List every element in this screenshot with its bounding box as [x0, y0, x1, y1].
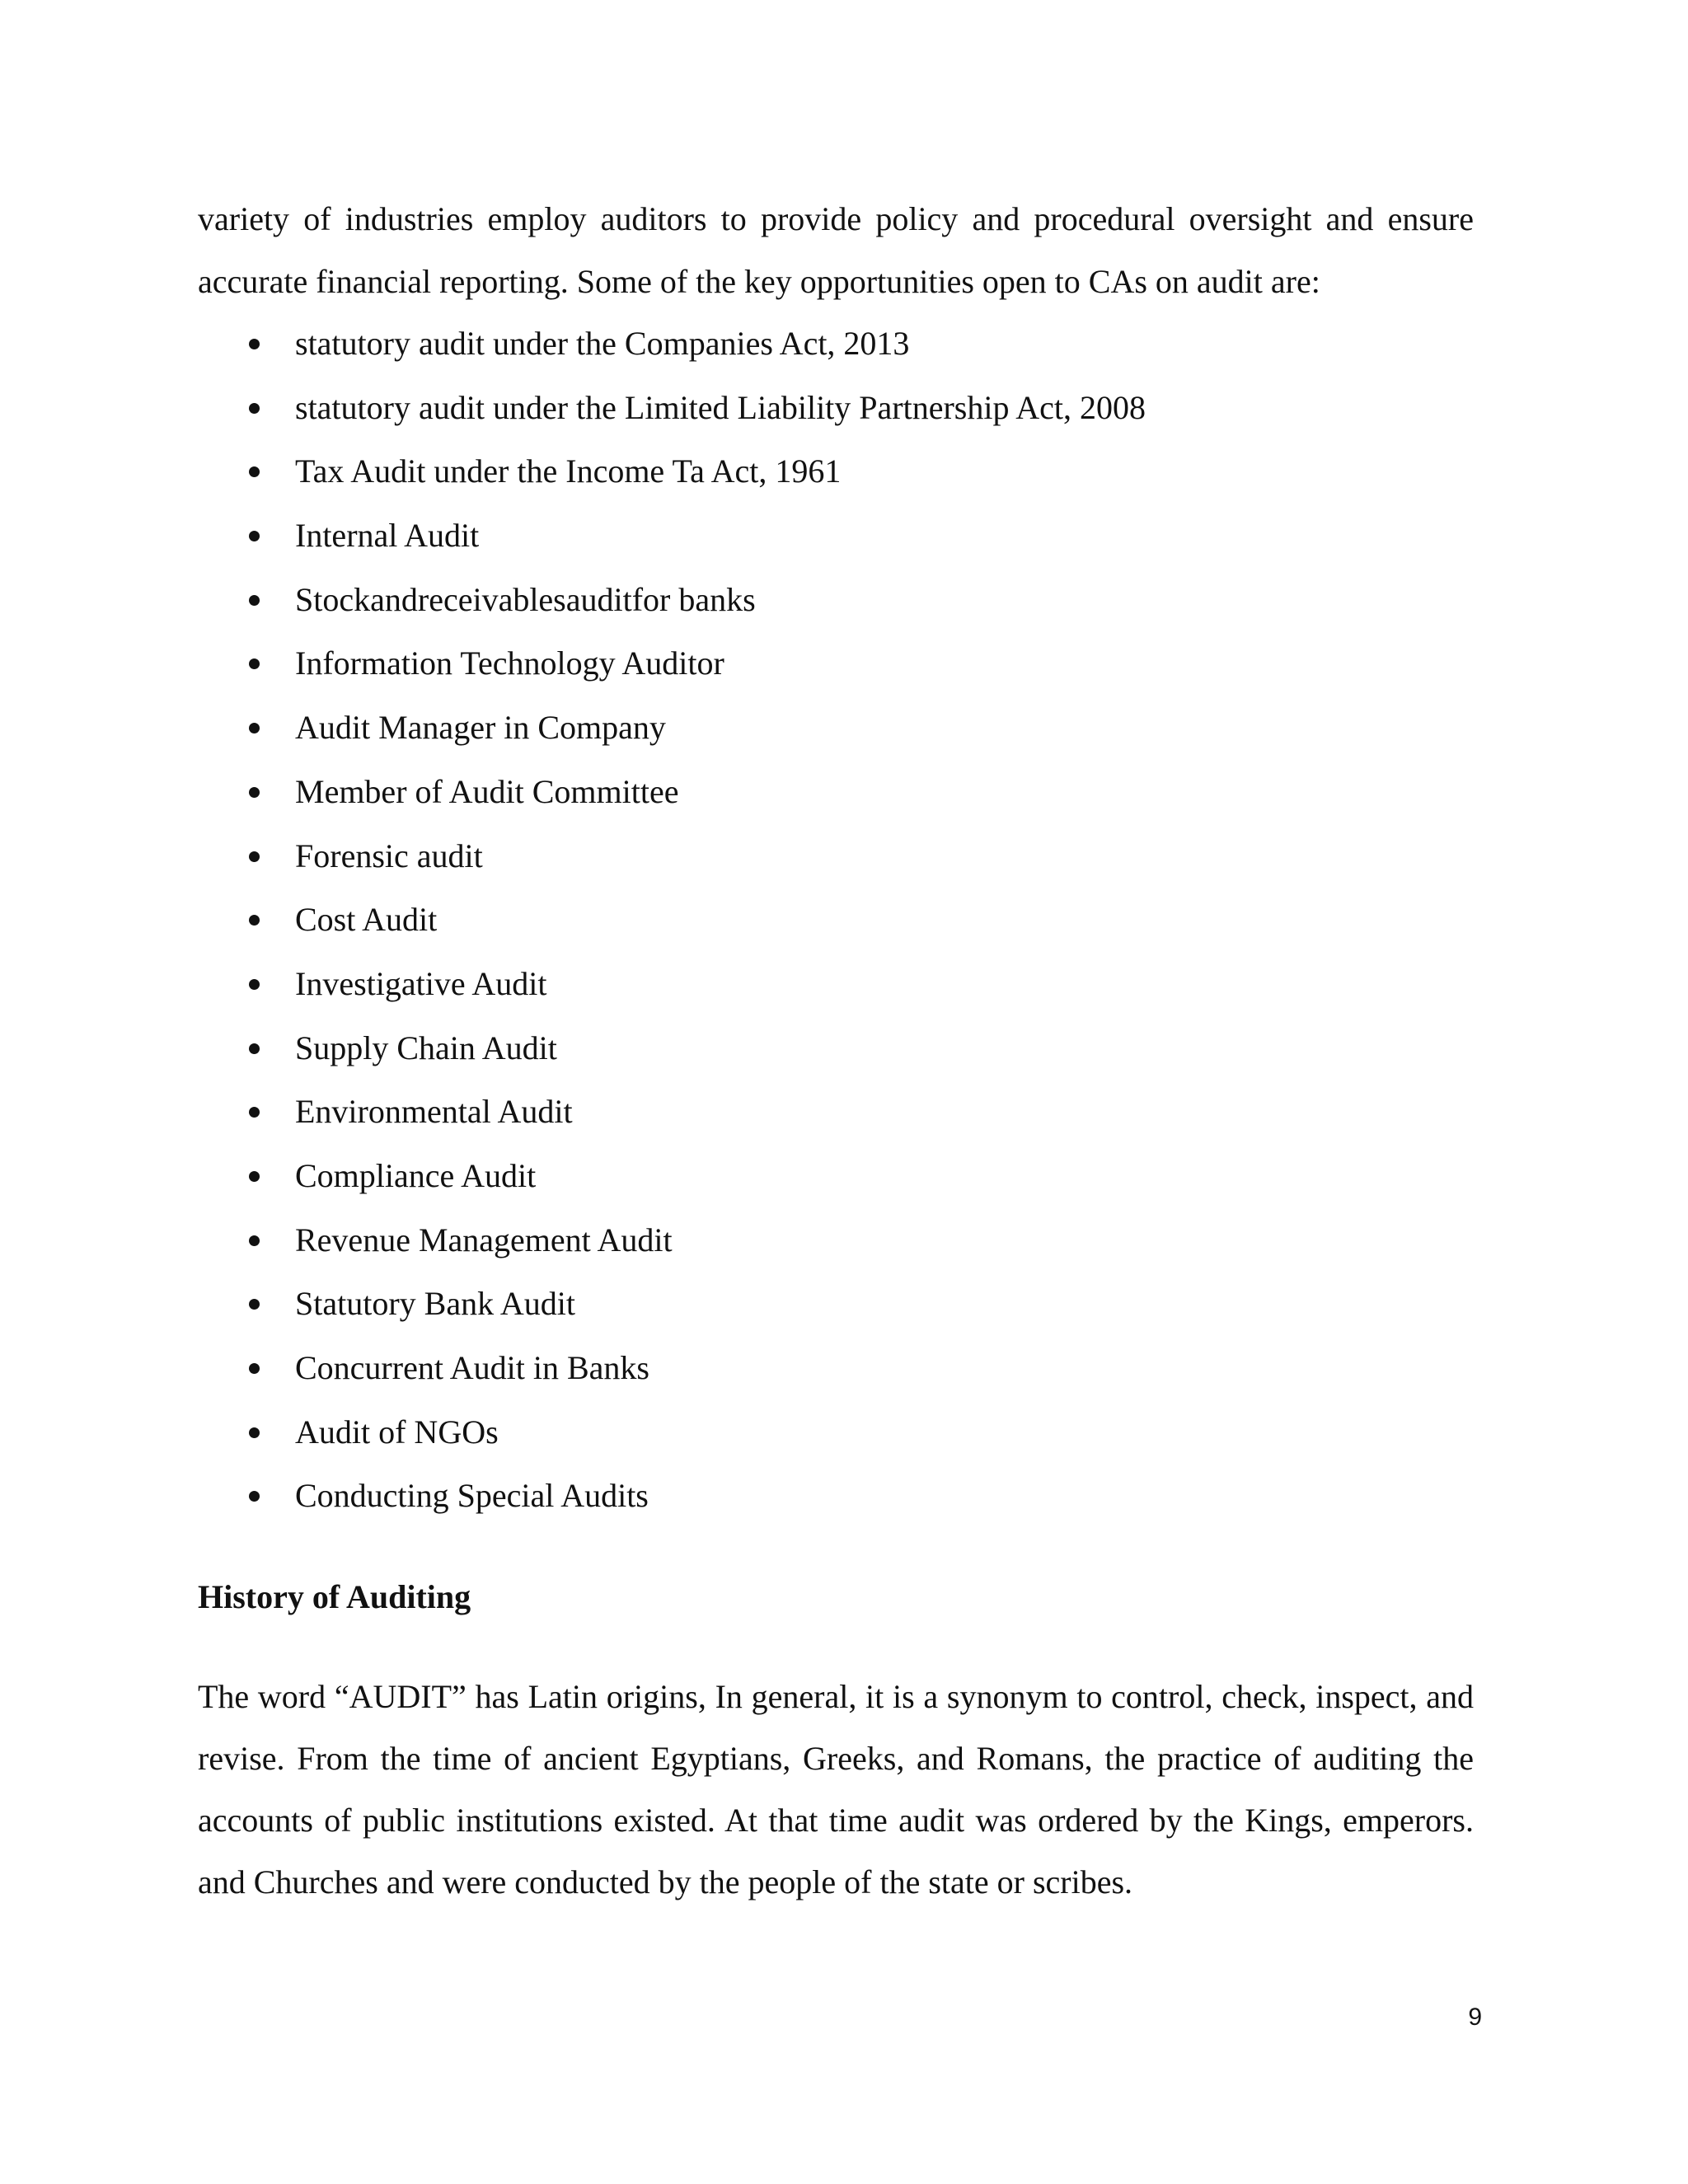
list-item — [198, 504, 1474, 568]
list-item-text: Supply Chain Audit — [295, 1029, 557, 1066]
list-item-text: Information Technology Auditor — [295, 644, 724, 682]
list-item-text: Concurrent Audit in Banks — [295, 1349, 649, 1386]
list-item — [198, 1336, 1474, 1400]
bullet-icon — [249, 466, 260, 477]
bullet-icon — [249, 1491, 260, 1502]
section-heading: History of Auditing — [198, 1578, 471, 1615]
list-item-text: statutory audit under the Limited Liability Partnership Act, 2008 — [295, 388, 1146, 426]
list-item — [198, 312, 1474, 376]
list-item-text: Revenue Management Audit — [295, 1221, 673, 1258]
list-item-text: Member of Audit Committee — [295, 772, 679, 810]
bullet-icon — [249, 1107, 260, 1118]
list-item-text: Cost Audit — [295, 901, 438, 939]
bullet-icon — [249, 1299, 260, 1310]
list-item-text: Investigative Audit — [295, 964, 547, 1002]
bullet-icon — [249, 915, 260, 926]
list-item-text: Tax Audit under the Income Ta Act, 1961 — [295, 452, 842, 490]
bullet-icon — [249, 979, 260, 990]
page-number: 9 — [1468, 2004, 1482, 2031]
bullet-icon — [249, 658, 260, 669]
bullet-icon — [249, 1363, 260, 1374]
list-item — [198, 568, 1474, 632]
list-item — [198, 439, 1474, 504]
list-item — [198, 1464, 1474, 1528]
audit-opportunities-list — [198, 312, 1474, 1528]
list-item-text: Forensic audit — [295, 837, 483, 874]
history-paragraph: The word “AUDIT” has Latin origins, In general, it is a synonym to control, check, inspect, and revise. From the time of ancient Egyptians, Greeks, and Romans, the practice of auditing the accounts of public institutions existed. At that time audit was ordered by the Kings, emperors. and Churches and were conducted by the people of the state or scribes. — [198, 1678, 1474, 1900]
list-item — [198, 824, 1474, 888]
list-item — [198, 1016, 1474, 1080]
list-item-text: Compliance Audit — [295, 1156, 537, 1194]
list-item — [198, 696, 1474, 760]
bullet-icon — [249, 1171, 260, 1182]
bullet-icon — [249, 403, 260, 414]
bullet-icon — [249, 595, 260, 606]
bullet-icon — [249, 1427, 260, 1438]
list-item-text: Statutory Bank Audit — [295, 1285, 575, 1323]
list-item — [198, 760, 1474, 824]
list-item-text: Stockandreceivablesauditfor banks — [295, 580, 756, 618]
list-item — [198, 1272, 1474, 1336]
list-item — [198, 952, 1474, 1016]
bullet-icon — [249, 1235, 260, 1246]
list-item-text: Environmental Audit — [295, 1093, 573, 1131]
bullet-icon — [249, 1043, 260, 1054]
bullet-icon — [249, 723, 260, 733]
list-item — [198, 631, 1474, 696]
intro-paragraph: variety of industries employ auditors to provide policy and procedural oversight and ensure accurate financial reporting. Some of the key opportunities open to CAs on audit are: — [198, 200, 1474, 300]
list-item-text: Internal Audit — [295, 517, 480, 555]
list-item-text: Conducting Special Audits — [295, 1477, 649, 1515]
list-item — [198, 1208, 1474, 1272]
list-item — [198, 888, 1474, 952]
list-item — [198, 1080, 1474, 1144]
list-item-text: Audit of NGOs — [295, 1413, 499, 1451]
bullet-icon — [249, 851, 260, 862]
bullet-icon — [249, 531, 260, 541]
list-item-text: Audit Manager in Company — [295, 709, 666, 747]
list-item-text: statutory audit under the Companies Act, 2013 — [295, 325, 910, 362]
list-item — [198, 1144, 1474, 1208]
bullet-icon — [249, 339, 260, 349]
bullet-icon — [249, 787, 260, 798]
list-item — [198, 376, 1474, 440]
list-item — [198, 1400, 1474, 1465]
